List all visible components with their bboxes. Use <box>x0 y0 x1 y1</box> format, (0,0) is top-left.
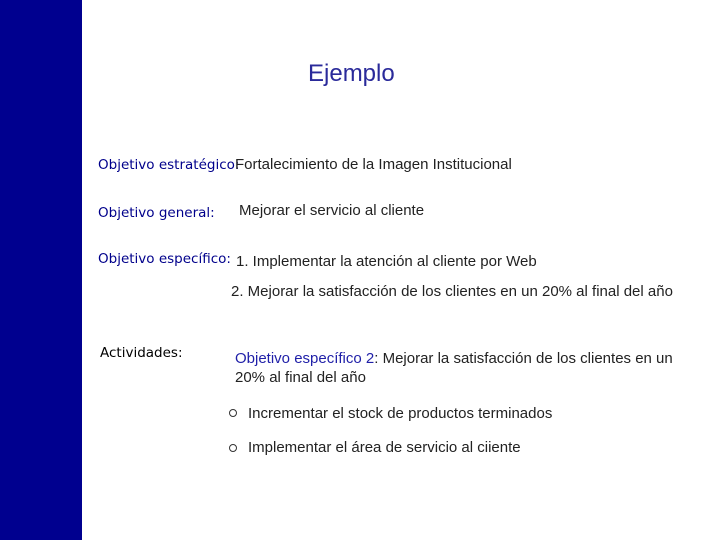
slide-title: Ejemplo <box>308 60 395 87</box>
bullet-circle-icon <box>229 444 237 452</box>
actividades-heading-label: Objetivo específico 2 <box>235 350 375 367</box>
value-objetivo-estrategico: Fortalecimiento de la Imagen Institucional <box>235 156 512 173</box>
actividades-heading-text: : Mejorar la satisfacción de los clientes en un 20% al final del año <box>235 350 673 386</box>
actividades-heading <box>235 349 683 387</box>
objetivo-especifico-item-1: 1. Implementar la atención al cliente por Web <box>236 253 537 270</box>
actividad-item-1: Incrementar el stock de productos terminados <box>248 405 553 422</box>
label-objetivo-general: Objetivo general: <box>98 205 215 221</box>
objetivo-especifico-item-2: 2. Mejorar la satisfacción de los clientes en un 20% al final del año <box>231 283 673 300</box>
value-objetivo-general: Mejorar el servicio al cliente <box>239 202 425 219</box>
left-sidebar-band <box>0 0 82 540</box>
label-objetivo-estrategico: Objetivo estratégico: <box>98 157 240 173</box>
label-actividades: Actividades: <box>100 345 183 361</box>
bullet-circle-icon <box>229 409 237 417</box>
label-objetivo-especifico: Objetivo específico: <box>98 251 231 267</box>
actividad-item-2: Implementar el área de servicio al ciiente <box>248 439 521 456</box>
